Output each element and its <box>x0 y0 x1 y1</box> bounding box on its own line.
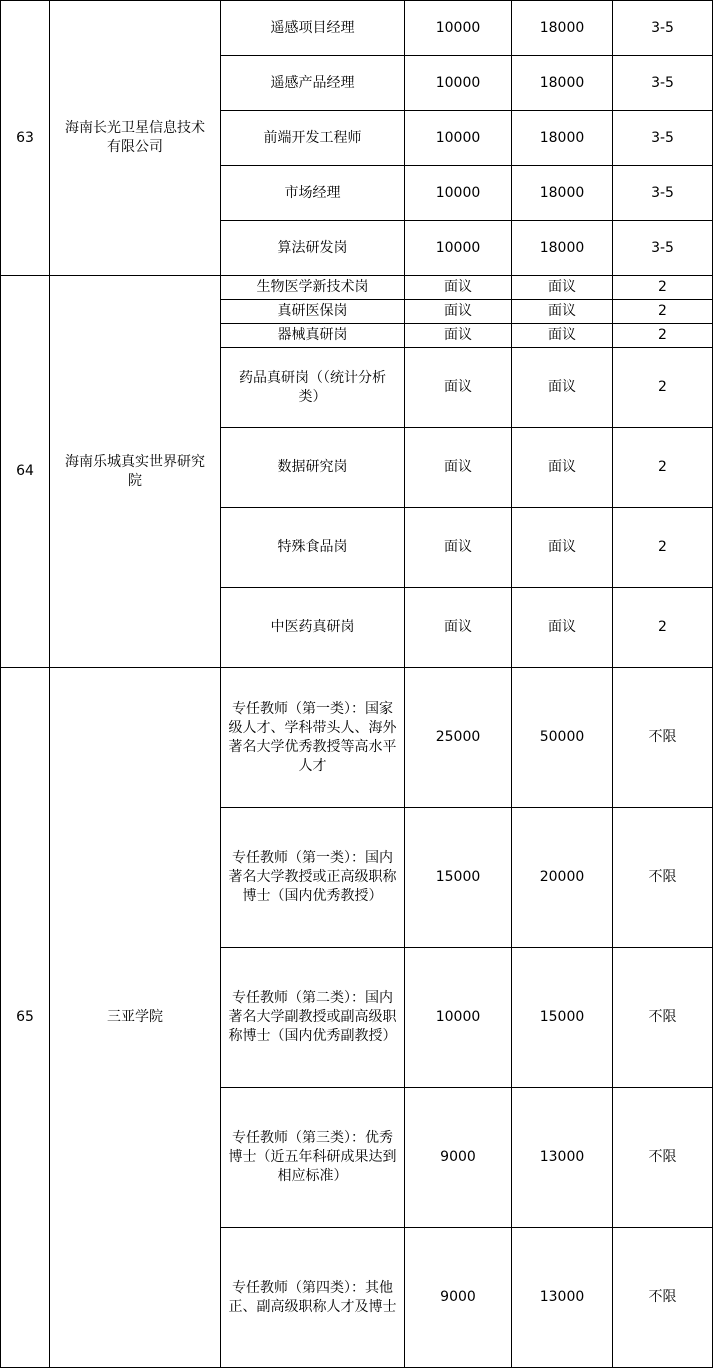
salary-max: 18000 <box>512 56 613 111</box>
position-name: 遥感产品经理 <box>221 56 405 111</box>
salary-max: 面议 <box>512 300 613 324</box>
experience: 2 <box>613 428 713 508</box>
position-name: 专任教师（第一类）：国内著名大学教授或正高级职称博士（国内优秀教授） <box>221 808 405 948</box>
experience: 2 <box>613 276 713 300</box>
salary-max: 18000 <box>512 1 613 56</box>
salary-min: 15000 <box>405 808 512 948</box>
position-name: 真研医保岗 <box>221 300 405 324</box>
organization-name: 三亚学院 <box>50 668 221 1368</box>
position-name: 数据研究岗 <box>221 428 405 508</box>
salary-max: 面议 <box>512 348 613 428</box>
experience: 3-5 <box>613 1 713 56</box>
experience: 不限 <box>613 1228 713 1368</box>
position-name: 专任教师（第四类）：其他正、副高级职称人才及博士 <box>221 1228 405 1368</box>
salary-min: 9000 <box>405 1088 512 1228</box>
position-name: 专任教师（第一类）：国家级人才、学科带头人、海外著名大学优秀教授等高水平人才 <box>221 668 405 808</box>
position-name: 专任教师（第三类）：优秀博士（近五年科研成果达到相应标准） <box>221 1088 405 1228</box>
salary-max: 面议 <box>512 428 613 508</box>
organization-name: 海南乐城真实世界研究院 <box>50 276 221 668</box>
table-row <box>1 1 713 56</box>
experience: 3-5 <box>613 166 713 221</box>
salary-min: 面议 <box>405 588 512 668</box>
salary-max: 15000 <box>512 948 613 1088</box>
row-number: 65 <box>1 668 50 1368</box>
salary-min: 10000 <box>405 111 512 166</box>
salary-max: 13000 <box>512 1088 613 1228</box>
position-name: 市场经理 <box>221 166 405 221</box>
salary-min: 面议 <box>405 508 512 588</box>
table-row <box>1 276 713 300</box>
experience: 不限 <box>613 668 713 808</box>
experience: 不限 <box>613 1088 713 1228</box>
salary-min: 10000 <box>405 56 512 111</box>
position-name: 专任教师（第二类）：国内著名大学副教授或副高级职称博士（国内优秀副教授） <box>221 948 405 1088</box>
experience: 3-5 <box>613 221 713 276</box>
salary-min: 10000 <box>405 948 512 1088</box>
organization-name: 海南长光卫星信息技术有限公司 <box>50 1 221 276</box>
experience: 3-5 <box>613 56 713 111</box>
experience: 不限 <box>613 808 713 948</box>
experience: 不限 <box>613 948 713 1088</box>
salary-max: 13000 <box>512 1228 613 1368</box>
salary-max: 20000 <box>512 808 613 948</box>
salary-max: 面议 <box>512 276 613 300</box>
salary-max: 50000 <box>512 668 613 808</box>
table-row <box>1 668 713 808</box>
salary-min: 面议 <box>405 348 512 428</box>
salary-min: 面议 <box>405 324 512 348</box>
salary-min: 面议 <box>405 300 512 324</box>
salary-min: 10000 <box>405 221 512 276</box>
position-name: 生物医学新技术岗 <box>221 276 405 300</box>
salary-max: 18000 <box>512 221 613 276</box>
position-name: 前端开发工程师 <box>221 111 405 166</box>
salary-min: 25000 <box>405 668 512 808</box>
salary-min: 面议 <box>405 276 512 300</box>
position-name: 算法研发岗 <box>221 221 405 276</box>
experience: 2 <box>613 588 713 668</box>
position-name: 器械真研岗 <box>221 324 405 348</box>
experience: 2 <box>613 300 713 324</box>
position-name: 中医药真研岗 <box>221 588 405 668</box>
salary-min: 10000 <box>405 166 512 221</box>
salary-max: 18000 <box>512 111 613 166</box>
position-name: 特殊食品岗 <box>221 508 405 588</box>
experience: 3-5 <box>613 111 713 166</box>
experience: 2 <box>613 508 713 588</box>
salary-max: 18000 <box>512 166 613 221</box>
salary-min: 面议 <box>405 428 512 508</box>
salary-min: 9000 <box>405 1228 512 1368</box>
position-name: 遥感项目经理 <box>221 1 405 56</box>
salary-max: 面议 <box>512 508 613 588</box>
experience: 2 <box>613 348 713 428</box>
salary-max: 面议 <box>512 324 613 348</box>
experience: 2 <box>613 324 713 348</box>
salary-max: 面议 <box>512 588 613 668</box>
position-name: 药品真研岗（（统计分析类） <box>221 348 405 428</box>
row-number: 63 <box>1 1 50 276</box>
salary-min: 10000 <box>405 1 512 56</box>
row-number: 64 <box>1 276 50 668</box>
